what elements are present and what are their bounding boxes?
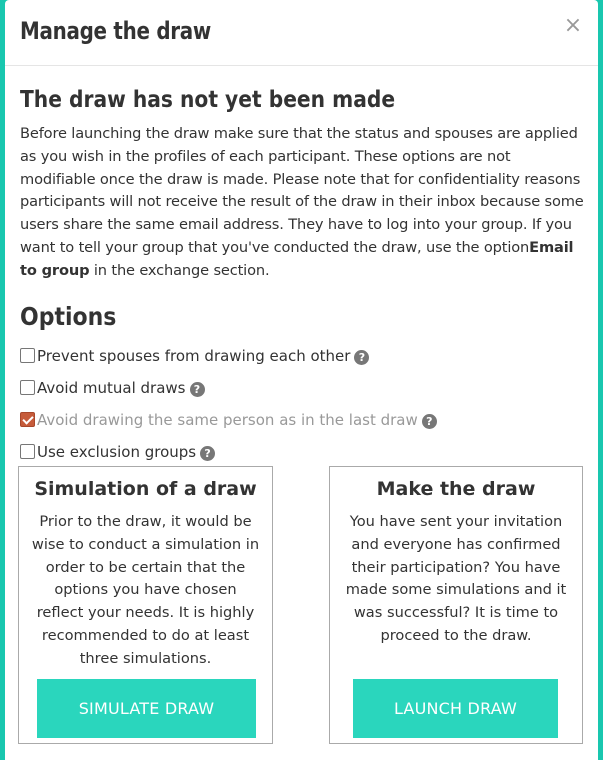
- help-icon[interactable]: ?: [190, 382, 205, 397]
- intro-text-after: in the exchange section.: [89, 261, 270, 279]
- launch-draw-button[interactable]: LAUNCH DRAW: [353, 679, 558, 738]
- avoid-mutual-checkbox[interactable]: [20, 380, 35, 395]
- make-draw-description: You have sent your invitation and everyone has confirmed their participation? You have made some simulations and it was successful? It is time to proceed to the draw.: [345, 513, 567, 644]
- help-icon[interactable]: ?: [354, 350, 369, 365]
- option-label: Prevent spouses from drawing each other: [37, 346, 351, 365]
- avoid-last-draw-checkbox: [20, 412, 35, 427]
- option-prevent-spouses[interactable]: [20, 340, 583, 372]
- options-list: [20, 340, 583, 468]
- option-avoid-mutual[interactable]: [20, 372, 583, 404]
- help-icon[interactable]: ?: [200, 446, 215, 461]
- options-heading: Options: [20, 301, 117, 331]
- simulation-title: Simulation of a draw: [34, 478, 257, 500]
- modal-body: [5, 85, 598, 468]
- modal-title: Manage the draw: [20, 17, 212, 45]
- email-to-group-label: Email to group: [20, 238, 574, 279]
- draw-intro-text: [20, 123, 586, 283]
- draw-status-heading: The draw has not yet been made: [20, 87, 396, 113]
- simulate-draw-button[interactable]: SIMULATE DRAW: [37, 679, 256, 738]
- intro-text-before: Before launching the draw make sure that the status and spouses are applied as you wish in the profiles of each participant. These options are not modifiable once the draw is made. Please note that for confidentiality reasons participants will not receive the result of the draw in their inbox because some users share the same email address. They have to log into your group. If you want to tell your group that you've conducted the draw, use the option: [20, 125, 584, 256]
- help-icon[interactable]: ?: [422, 414, 437, 429]
- exclusion-groups-checkbox[interactable]: [20, 444, 35, 459]
- option-label: Use exclusion groups: [37, 442, 197, 461]
- modal-header: [5, 0, 598, 66]
- manage-draw-modal: [5, 0, 598, 760]
- draw-action-cards: [18, 466, 584, 744]
- option-exclusion-groups[interactable]: [20, 436, 583, 468]
- option-label: Avoid drawing the same person as in the last draw: [37, 410, 418, 429]
- prevent-spouses-checkbox[interactable]: [20, 348, 35, 363]
- make-draw-card: [329, 466, 583, 744]
- make-draw-title: Make the draw: [376, 478, 536, 500]
- close-icon[interactable]: ×: [563, 13, 583, 38]
- option-label: Avoid mutual draws: [37, 378, 186, 397]
- option-avoid-last-draw: [20, 404, 583, 436]
- simulation-description: Prior to the draw, it would be wise to conduct a simulation in order to be certain that the options you have chosen reflect your needs. It is highly recommended to do at least three simulations.: [31, 513, 260, 667]
- simulation-card: [18, 466, 273, 744]
